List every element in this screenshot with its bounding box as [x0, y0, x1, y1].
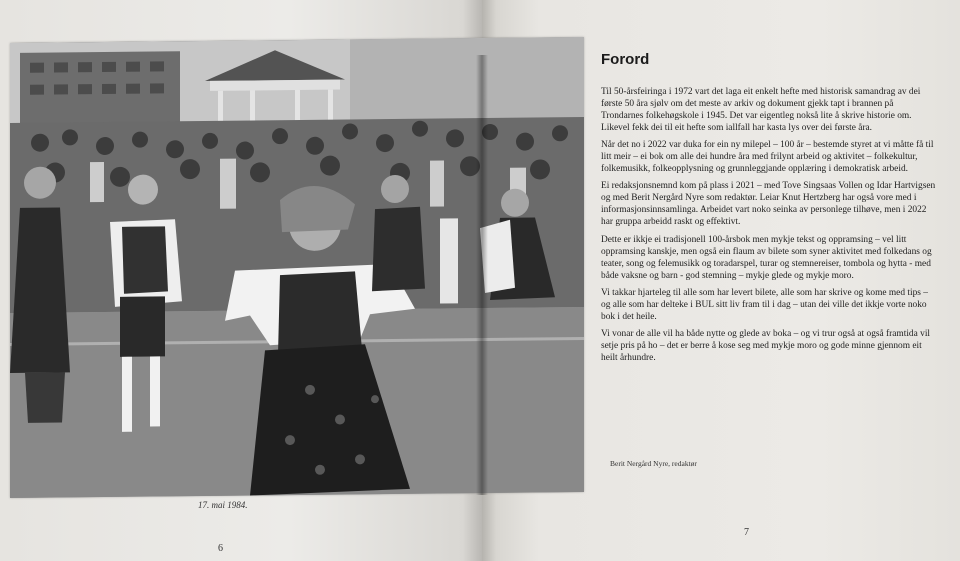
foreword-text	[601, 86, 937, 369]
paragraph: Dette er ikkje ei tradisjonell 100-årsbok men mykje tekst og oppramsing – vel litt oppramsing kanskje, men også ein flaum av bilete som syner aktivitet med folkedans og teater, song og felemusikk og toradarspel, turar og stemnereiser, tombola og hytta - med både vaksne og barn - god stemning – mykje glede og mykje moro.	[601, 234, 932, 281]
photo-folk-dance-children	[10, 37, 584, 498]
editor-signature: Berit Nergård Nyre, redaktør	[610, 459, 697, 468]
page-number-right: 7	[744, 527, 749, 538]
paragraph: Vi takkar hjarteleg til alle som har levert bilete, alle som har skrive og kome med tips – og alle som har delteke i BUL sitt liv fram til i dag – utan dei ville det ikkje vorte noko bok i det heile.	[601, 287, 928, 322]
page-heading: Forord	[601, 51, 650, 68]
page-number-left: 6	[218, 543, 223, 554]
paragraph: Ei redaksjonsnemnd kom på plass i 2021 – med Tove Singsaas Vollen og Idar Hartvigsen og med Berit Nergård Nyre som redaktør. Leiar Knut Hertzberg har også vore med i informasjonsinnsamlinga. Arbeidet vart noko seinka av personlege tilhøve, men i 2022 har gruppa arbeidd raskt og effektivt.	[601, 181, 936, 228]
paragraph: Når det no i 2022 var duka for ein ny milepel – 100 år – bestemde styret at vi måtte få til litt meir – ei bok om alle dei hundre åra med frilynt arbeid og aktivitet – folkekultur, folkemusikk, folkeopplysning og grunnleggjande opplæring i demokratisk arbeid.	[601, 140, 934, 175]
book-gutter-shadow	[476, 55, 488, 495]
photo-caption: 17. mai 1984.	[198, 500, 248, 510]
paragraph: Vi vonar de alle vil ha både nytte og glede av boka – og vi trur også at også framtida vil setje pris på ho – det er berre å kose seg med mykje moro og gode minne gjennom eit heilt århundre.	[601, 328, 931, 363]
paragraph: Til 50-årsfeiringa i 1972 vart det laga eit enkelt hefte med historisk samandrag av dei første 50 åra sjølv om det meste av arkiv og dokument gjekk tapt i brannen på Trondarnes folkehøgskole i 1945. Det var eigentleg nokså lite å skrive historie om. Likevel fekk dei til eit hefte som iallfall har kasta lys over dei første åra.	[601, 87, 921, 134]
